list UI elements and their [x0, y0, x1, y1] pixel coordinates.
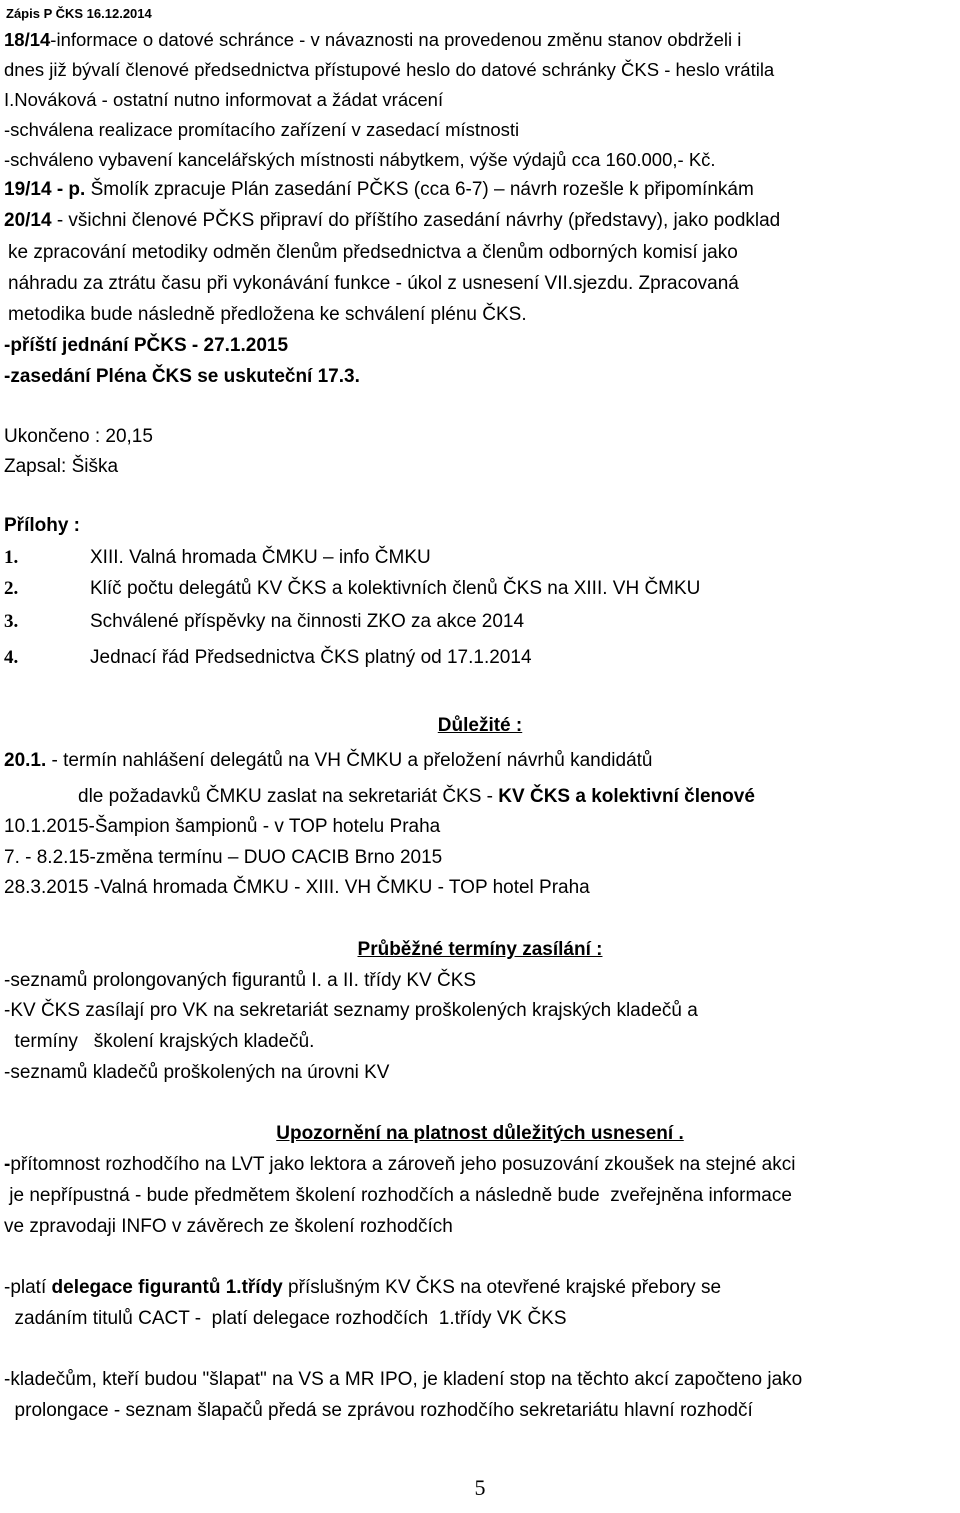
item-20-number: 20/14	[4, 210, 52, 231]
next-meeting: -příští jednání PČKS - 27.1.2015	[4, 335, 289, 356]
warning-title: Upozornění na platnost důležitých usnesení .	[276, 1123, 684, 1144]
ongoing-line-3: termíny školení krajských kladečů.	[4, 1031, 315, 1052]
warning-p2-bold: delegace figurantů 1.třídy	[51, 1277, 283, 1298]
warning-p3-line-2: prolongace - seznam šlapačů předá se zprávou rozhodčího sekretariátu hlavní rozhodčí	[4, 1400, 753, 1421]
attachment-item	[4, 610, 524, 634]
item-20-line-4: metodika bude následně předložena ke schválení plénu ČKS.	[8, 304, 527, 325]
important-line-4: 7. - 8.2.15-změna termínu – DUO CACIB Brno 2015	[4, 847, 443, 868]
warning-p1-line-3: ve zpravodaji INFO v závěrech ze školení rozhodčích	[4, 1216, 453, 1237]
ongoing-line-4: -seznamů kladečů proškolených na úrovni KV	[4, 1062, 390, 1083]
warning-p3-line-1: -kladečům, kteří budou "šlapat" na VS a MR IPO, je kladení stop na těchto akcí započteno jako	[4, 1369, 803, 1390]
attachment-text: Schválené příspěvky na činnosti ZKO za akce 2014	[90, 611, 525, 632]
attachment-item	[4, 546, 431, 570]
warning-p2-text-b: příslušným KV ČKS na otevřené krajské přebory se	[282, 1277, 722, 1298]
item-20-line-1	[4, 209, 780, 233]
plenum-meeting: -zasedání Pléna ČKS se uskuteční 17.3.	[4, 366, 360, 387]
attachment-item	[4, 577, 700, 601]
important-line-3: 10.1.2015-Šampion šampionů - v TOP hotelu Praha	[4, 816, 441, 837]
item-18-number: 18/14	[4, 29, 51, 50]
item-18-line-2: dnes již bývalí členové předsednictva přístupové heslo do datové schránky ČKS - heslo vrátila	[4, 59, 775, 80]
ongoing-line-1: -seznamů prolongovaných figurantů I. a II. třídy KV ČKS	[4, 970, 477, 991]
meeting-ended: Ukončeno : 20,15	[4, 426, 153, 447]
warning-p2-line-1	[4, 1276, 721, 1300]
item-18-line-5: -schváleno vybavení kancelářských místnosti nábytkem, výše výdajů cca 160.000,- Kč.	[4, 149, 716, 170]
important-line-1	[4, 749, 653, 773]
page-number: 5	[474, 1475, 486, 1500]
attachment-text: Jednací řád Předsednictva ČKS platný od 17.1.2014	[90, 647, 532, 668]
important-text-2-bold: KV ČKS a kolektivní členové	[498, 786, 755, 807]
important-date: 20.1.	[4, 750, 47, 771]
warning-p1-text: přítomnost rozhodčího na LVT jako lektora a zároveň jeho posuzování zkoušek na stejné akci	[10, 1154, 796, 1175]
item-19-line	[4, 178, 754, 202]
item-18-line-3: I.Nováková - ostatní nutno informovat a žádat vrácení	[4, 89, 444, 110]
item-18-line-4: -schválena realizace promítacího zařízení v zasedací místnosti	[4, 119, 520, 140]
attachment-text: Klíč počtu delegátů KV ČKS a kolektivních členů ČKS na XIII. VH ČMKU	[90, 578, 701, 599]
item-18-text-1: -informace o datové schránce - v návaznosti na provedenou změnu stanov obdrželi i	[50, 29, 742, 50]
important-text-1: - termín nahlášení delegátů na VH ČMKU a přeložení návrhů kandidátů	[46, 750, 653, 771]
item-19-text: Šmolík zpracuje Plán zasedání PČKS (cca 6-7) – návrh rozešle k připomínkám	[85, 179, 754, 200]
ongoing-title: Průběžné termíny zasílání :	[357, 939, 603, 960]
warning-p1-dash: -	[4, 1154, 11, 1175]
warning-p1-line-2: je nepřípustná - bude předmětem školení rozhodčích a následně bude zveřejněna informace	[4, 1185, 792, 1206]
ongoing-line-2: -KV ČKS zasílají pro VK na sekretariát seznamy proškolených krajských kladečů a	[4, 1000, 698, 1021]
warning-p1-line-1	[4, 1153, 795, 1177]
warning-p2-line-2: zadáním titulů CACT - platí delegace rozhodčích 1.třídy VK ČKS	[4, 1308, 567, 1329]
attachment-item	[4, 646, 532, 670]
warning-p2-text-a: -platí	[4, 1277, 52, 1298]
document-header: Zápis P ČKS 16.12.2014	[6, 6, 152, 21]
important-title: Důležité :	[437, 715, 523, 736]
important-text-2: dle požadavků ČMKU zaslat na sekretariát ČKS -	[78, 786, 499, 807]
important-line-5: 28.3.2015 -Valná hromada ČMKU - XIII. VH ČMKU - TOP hotel Praha	[4, 877, 590, 898]
item-18-line-1	[4, 28, 741, 52]
item-20-line-2: ke zpracování metodiky odměn členům předsednictva a členům odborných komisí jako	[8, 242, 738, 263]
attachment-number: 2.	[4, 578, 19, 599]
attachment-text: XIII. Valná hromada ČMKU – info ČMKU	[90, 547, 431, 568]
item-19-number: 19/14 - p.	[4, 179, 86, 200]
attachment-number: 1.	[4, 547, 19, 568]
item-20-line-3: náhradu za ztrátu času při vykonávání funkce - úkol z usnesení VII.sjezdu. Zpracovaná	[8, 273, 739, 294]
attachment-number: 3.	[4, 611, 19, 632]
attachments-title: Přílohy :	[4, 515, 81, 536]
important-line-2	[78, 785, 755, 809]
attachment-number: 4.	[4, 647, 19, 668]
recorded-by: Zapsal: Šiška	[4, 456, 119, 477]
item-20-text-1: - všichni členové PČKS připraví do příštího zasedání návrhy (představy), jako podklad	[51, 210, 781, 231]
